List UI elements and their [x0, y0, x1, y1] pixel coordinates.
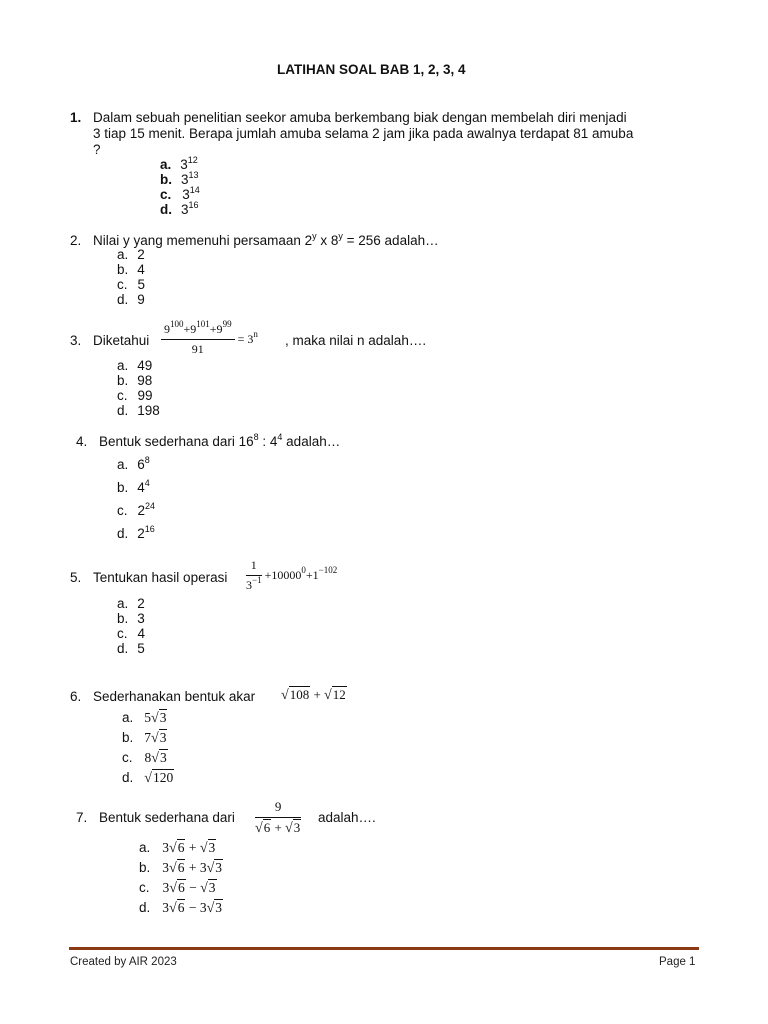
answer-option [117, 503, 155, 518]
radicand: 6 [263, 820, 271, 835]
option-base: 2 [137, 503, 146, 518]
question-prefix: Bentuk sederhana dari [99, 810, 235, 825]
question-number: 3. [70, 333, 82, 348]
exponent: −1 [252, 575, 262, 585]
option-exponent: 12 [187, 155, 198, 165]
text-part: : 4 [258, 434, 278, 449]
option-letter: b. [117, 262, 129, 277]
option-letter: c. [117, 388, 128, 403]
option-letter: a. [117, 596, 129, 611]
option-value: 4 [137, 626, 146, 641]
operator: − [188, 900, 197, 915]
option-value: 98 [137, 373, 153, 388]
radicand: 3 [293, 820, 301, 835]
fraction-numerator: 1 [246, 558, 262, 576]
answer-option: a. 5√3 [122, 710, 167, 726]
fraction-numerator: 9 [255, 799, 301, 818]
option-base: 3 [182, 187, 190, 202]
option-expression: 3√6 + √3 [162, 840, 216, 856]
option-letter: c. [122, 750, 133, 765]
answer-option [117, 641, 145, 656]
option-exponent: 16 [144, 524, 155, 534]
option-exponent: 4 [144, 478, 150, 488]
rhs-base: = 3 [237, 332, 254, 346]
option-letter: d. [117, 403, 129, 418]
option-letter: a. [117, 247, 129, 262]
radicand: 3 [208, 840, 216, 855]
option-value: 2 [137, 247, 145, 262]
answer-option [160, 202, 199, 217]
coefficient: 3 [162, 840, 170, 855]
option-exponent: 14 [189, 185, 200, 195]
option-value: 5 [137, 277, 146, 292]
option-exponent: 24 [145, 501, 156, 511]
option-letter: a. [160, 157, 172, 172]
question-prefix: Sederhanakan bentuk akar [93, 689, 256, 704]
option-coefficient: 5 [144, 710, 152, 725]
radicand: 6 [177, 900, 185, 915]
equation-rhs [237, 329, 258, 346]
fraction-denominator: 91 [191, 342, 204, 356]
footer-divider [69, 947, 699, 950]
exponent: 99 [222, 319, 232, 329]
option-letter: d. [117, 292, 129, 307]
option-value: 2 [137, 596, 145, 611]
option-letter: b. [139, 860, 151, 875]
option-value: 198 [137, 403, 160, 418]
answer-option: d. √120 [122, 770, 174, 786]
option-letter: d. [122, 770, 134, 785]
term: +1 [305, 568, 319, 582]
option-letter: a. [122, 710, 134, 725]
option-value: 49 [137, 358, 153, 373]
exponent: y [312, 231, 317, 241]
question-text [93, 233, 439, 248]
option-letter: a. [139, 840, 151, 855]
option-letter: b. [117, 611, 129, 626]
radicand: 3 [159, 710, 167, 725]
radicand: 6 [177, 880, 185, 895]
operator: − [189, 880, 197, 895]
option-letter: d. [117, 526, 129, 541]
radicand: 6 [177, 860, 185, 875]
question-suffix: , maka nilai n adalah…. [285, 333, 427, 348]
option-base: 4 [137, 480, 145, 495]
question-number: 2. [70, 233, 82, 248]
coefficient: 3 [162, 880, 170, 895]
radicand: 3 [215, 860, 223, 875]
option-exponent: 13 [188, 170, 199, 180]
coefficient: 3 [199, 900, 207, 915]
operator: + [274, 820, 282, 835]
question-number: 6. [70, 689, 82, 704]
question-text-line: ? [93, 142, 101, 157]
option-exponent: 16 [188, 200, 199, 210]
answer-option: c. 8√3 [122, 750, 167, 766]
coefficient: 3 [162, 900, 170, 915]
text-part: = 256 adalah… [342, 233, 439, 248]
term: 3 [246, 578, 252, 592]
answer-option [117, 526, 155, 541]
option-value: 5 [137, 641, 145, 656]
answer-option [117, 247, 145, 262]
option-letter: d. [139, 900, 151, 915]
radicand: 12 [332, 687, 346, 702]
option-value: 3 [137, 611, 145, 626]
option-letter: c. [160, 187, 172, 202]
fraction-denominator: √6 + √3 [255, 820, 301, 836]
option-expression: 3√6 − 3√3 [162, 900, 223, 916]
option-letter: a. [117, 358, 129, 373]
option-base: 2 [137, 526, 145, 541]
option-letter: c. [117, 626, 128, 641]
term: +9 [209, 322, 223, 336]
answer-option [117, 611, 145, 626]
operator: + [313, 687, 321, 702]
radicand: 3 [159, 750, 167, 765]
question-number: 4. [76, 434, 88, 449]
radical-expression: √108 + √12 [281, 687, 346, 703]
expression-terms [264, 565, 338, 582]
answer-option: b. 7√3 [122, 730, 167, 746]
option-value: 4 [137, 262, 145, 277]
answer-option [117, 480, 150, 495]
question-prefix: Tentukan hasil operasi [93, 570, 228, 585]
option-letter: a. [117, 457, 129, 472]
coefficient: 3 [199, 860, 207, 875]
answer-option [139, 880, 217, 897]
question-text-line: 3 tiap 15 menit. Berapa jumlah amuba selama 2 jam jika pada awalnya terdapat 81 amuba [93, 126, 634, 141]
answer-option [117, 403, 160, 418]
option-base: 3 [180, 157, 188, 172]
fraction-denominator [246, 576, 262, 593]
answer-option [117, 292, 145, 307]
answer-option [117, 262, 145, 277]
fraction-expression [255, 799, 301, 837]
answer-option [117, 277, 145, 292]
coefficient: 3 [162, 860, 170, 875]
page-title: LATIHAN SOAL BAB 1, 2, 3, 4 [277, 62, 466, 77]
option-expression: 3√6 − √3 [162, 880, 216, 896]
option-coefficient: 8 [144, 750, 152, 765]
fraction-numerator [161, 319, 235, 340]
answer-option [117, 373, 152, 388]
option-letter: b. [160, 172, 172, 187]
footer-credit: Created by AIR 2023 [70, 956, 177, 968]
option-letter: d. [160, 202, 172, 217]
radicand: 120 [152, 770, 174, 785]
option-letter: b. [117, 480, 129, 495]
option-value: 9 [137, 292, 145, 307]
exponent: 8 [253, 432, 259, 442]
question-text-line: Dalam sebuah penelitian seekor amuba berkembang biak dengan membelah diri menjadi [93, 110, 627, 125]
answer-option [117, 626, 145, 641]
answer-option [139, 860, 223, 877]
fraction-expression [161, 319, 258, 357]
math-expression [246, 558, 337, 593]
question-suffix: adalah…. [318, 810, 376, 825]
option-expression: 3√6 + 3√3 [162, 860, 223, 876]
option-exponent: 8 [144, 455, 150, 465]
text-part: Nilai y yang memenuhi persamaan 2 [93, 233, 313, 248]
question-number: 5. [70, 570, 82, 585]
radicand: 6 [177, 840, 185, 855]
exponent: n [253, 329, 258, 339]
answer-option [117, 358, 152, 373]
operator: + [188, 860, 197, 875]
exponent: 4 [277, 432, 283, 442]
term: +9 [183, 322, 197, 336]
question-number: 1. [70, 110, 82, 125]
exponent: −102 [318, 565, 338, 575]
option-letter: b. [122, 730, 134, 745]
option-base: 3 [181, 202, 189, 217]
radicand: 3 [159, 730, 167, 745]
answer-option [117, 596, 145, 611]
radicand: 108 [289, 687, 310, 702]
answer-option [117, 388, 153, 403]
option-base: 6 [137, 457, 145, 472]
option-letter: b. [117, 373, 129, 388]
exponent: 100 [170, 319, 184, 329]
option-coefficient: 7 [144, 730, 152, 745]
text-part: x 8 [316, 233, 339, 248]
term: +10000 [264, 568, 302, 582]
option-letter: d. [117, 641, 129, 656]
answer-option [139, 900, 223, 917]
exponent: 101 [196, 319, 210, 329]
answer-option [117, 457, 150, 472]
radicand: 3 [215, 900, 223, 915]
term: 9 [164, 322, 170, 336]
answer-option [139, 840, 216, 857]
question-number: 7. [76, 810, 88, 825]
exponent: y [338, 231, 343, 241]
text-part: Bentuk sederhana dari 16 [99, 434, 254, 449]
option-letter: c. [117, 503, 128, 518]
option-base: 3 [181, 172, 189, 187]
option-letter: c. [117, 277, 128, 292]
operator: + [188, 840, 197, 855]
question-text [99, 434, 340, 449]
option-value: 99 [137, 388, 153, 403]
text-part: adalah… [282, 434, 341, 449]
question-prefix: Diketahui [93, 333, 150, 348]
radicand: 3 [208, 880, 216, 895]
footer-page-number: Page 1 [659, 956, 696, 968]
option-letter: c. [139, 880, 150, 895]
exponent: 0 [301, 565, 306, 575]
